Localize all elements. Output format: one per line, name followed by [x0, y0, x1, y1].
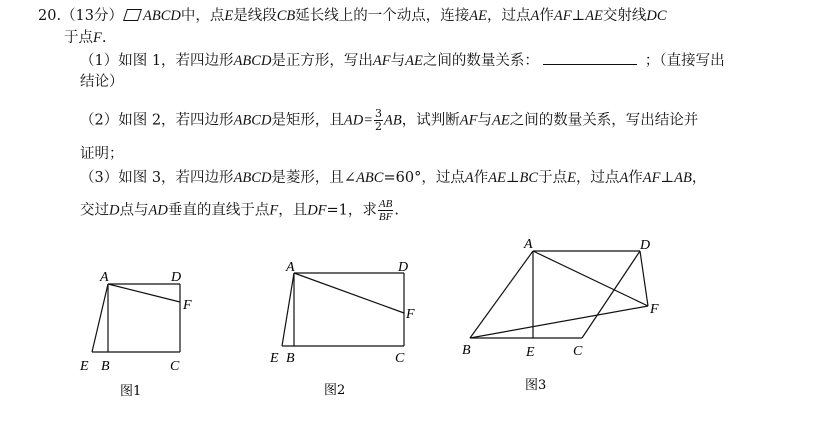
fig3-segment-DF	[640, 251, 648, 306]
fig2-label-D: D	[398, 260, 409, 275]
fig3-label-F: F	[650, 302, 659, 317]
question-score: （13分）	[61, 8, 124, 24]
fig3-label-B: B	[462, 343, 471, 358]
fig1-segment-AF	[108, 284, 180, 302]
fig2-segment-AF	[294, 273, 404, 313]
part3-line2: 交过D点与AD垂直的直线于点F，且DF=1，求 $\frac{AB}{BF}$ .	[80, 198, 399, 223]
fig3-segment-DC	[582, 251, 640, 338]
fig1-label-B: B	[101, 359, 110, 374]
fig1-label-E: E	[80, 359, 89, 374]
fig2-label-B: B	[286, 351, 295, 366]
fig2-caption: 图2	[324, 383, 346, 398]
fig1-label-F: F	[183, 298, 192, 313]
figure-2-diagram	[282, 273, 404, 346]
fig3-segment-BF	[470, 306, 648, 338]
part2-line1: （2）如图 2，若四边形ABCD是矩形，且AD= $\frac{3}{2}$ AB，试判断AF与AE之间的数量关系，写出结论并	[80, 107, 699, 133]
fig3-label-C: C	[573, 344, 583, 359]
fig1-segment-AE	[92, 284, 108, 352]
question-stem-line1: 20.（13分） ABCD中，点E是线段CB延长线上的一个动点，连接AE，过点A作AF⊥AE交射线DC	[38, 8, 667, 24]
fig3-caption: 图3	[525, 378, 547, 393]
question-stem-line2: 于点F.	[64, 30, 107, 46]
fraction-ab-bf: $\frac{AB}{BF}$	[378, 198, 393, 223]
part2-line2: 证明；	[80, 146, 124, 162]
fig1-label-A: A	[100, 270, 109, 285]
fig2-label-A: A	[286, 260, 295, 275]
fig2-label-C: C	[395, 351, 405, 366]
fig3-segment-AF	[533, 251, 648, 306]
fraction-3-2: $\frac{3}{2}$	[375, 107, 383, 133]
fig1-label-C: C	[170, 359, 180, 374]
part3-line1: （3）如图 3，若四边形ABCD是菱形，且∠ABC=60°，过点A作AE⊥BC于点E，过点A作AF⊥AB，	[80, 170, 707, 186]
part1-line2: 结论）	[80, 74, 124, 90]
fig3-label-A: A	[524, 237, 533, 252]
fig2-label-E: E	[270, 351, 279, 366]
fig1-caption: 图1	[120, 384, 142, 399]
fig1-label-D: D	[171, 270, 182, 285]
fig2-segment-AE	[282, 273, 294, 346]
fig3-label-E: E	[526, 345, 535, 360]
question-number: 20.	[38, 8, 62, 24]
fig3-label-D: D	[640, 238, 651, 253]
figure-3-diagram	[470, 251, 648, 338]
fig3-segment-AB	[470, 251, 533, 338]
figure-1-diagram	[92, 284, 180, 352]
part1-line1: （1）如图 1，若四边形ABCD是正方形，写出AF与AE之间的数量关系： ；（直接写出	[80, 50, 725, 71]
fig2-label-F: F	[406, 307, 415, 322]
